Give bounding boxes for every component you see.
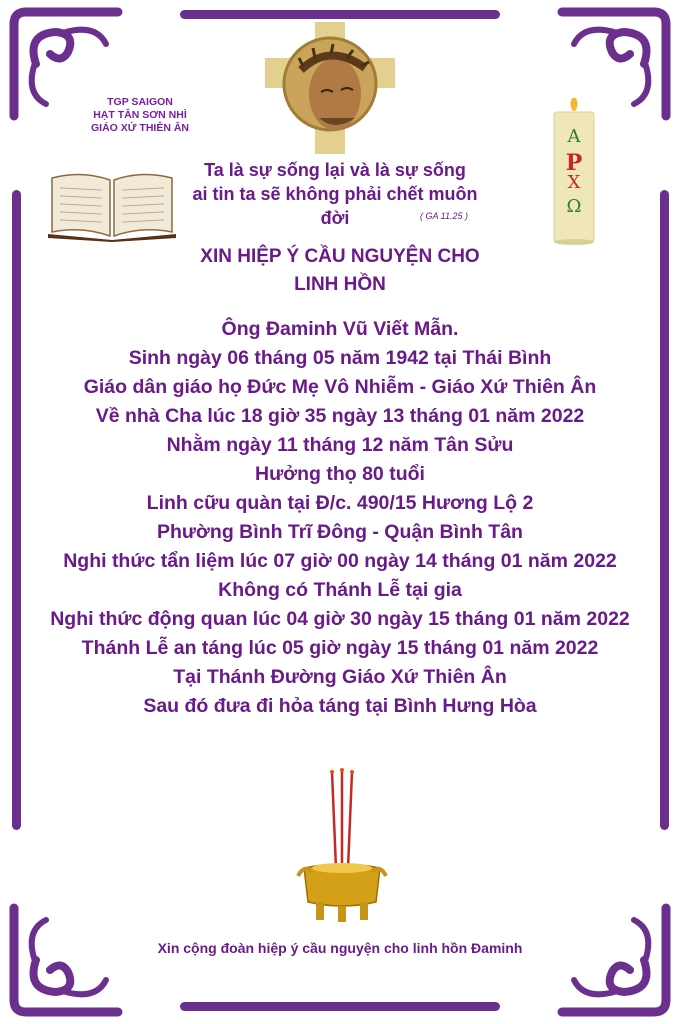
parish-line-2: HẠT TÂN SƠN NHÌ	[93, 109, 187, 121]
frame-top-bar	[180, 10, 500, 19]
parish-line-3: GIÁO XỨ THIÊN ÂN	[91, 122, 189, 134]
detail-line-death: Về nhà Cha lúc 18 giờ 35 ngày 13 tháng 01 năm 2022	[95, 405, 585, 427]
corner-ornament-bottom-left-icon	[6, 900, 126, 1020]
frame-right-bar	[660, 190, 669, 830]
detail-line-birth: Sinh ngày 06 tháng 05 năm 1942 tại Thái Bình	[128, 347, 552, 369]
jesus-crown-of-thorns-icon	[265, 22, 395, 154]
paschal-candle-icon	[552, 98, 596, 246]
parish-line-1: TGP SAIGON	[107, 96, 173, 108]
quote-line-2: ai tin ta sẽ không phải chết muôn đời	[192, 184, 478, 228]
detail-line-ward: Phường Bình Trĩ Đông - Quận Bình Tân	[157, 521, 523, 543]
detail-line-name: Ông Đaminh Vũ Viết Mẫn.	[221, 318, 459, 340]
community-prayer-request: Xin cộng đoàn hiệp ý cầu nguyện cho linh hồn Đaminh	[157, 940, 523, 956]
detail-line-church: Tại Thánh Đường Giáo Xứ Thiên Ân	[173, 666, 507, 688]
detail-line-cremation: Sau đó đưa đi hỏa táng tại Bình Hưng Hòa	[143, 695, 537, 717]
frame-bottom-bar	[180, 1002, 500, 1011]
candle-letter-chi: X	[567, 172, 581, 193]
quote-reference: ( GA 11.25 )	[420, 211, 469, 221]
detail-line-funeral-mass: Thánh Lễ an táng lúc 05 giờ ngày 15 tháng 01 năm 2022	[81, 637, 599, 659]
open-bible-icon	[44, 170, 180, 242]
quote-line-1: Ta là sự sống lại và là sự sống	[204, 160, 466, 180]
detail-line-no-home-mass: Không có Thánh Lễ tại gia	[218, 579, 462, 601]
detail-line-procession: Nghi thức động quan lúc 04 giờ 30 ngày 15 tháng 01 năm 2022	[50, 608, 630, 630]
obituary-details	[20, 315, 660, 721]
detail-line-address: Linh cữu quàn tại Đ/c. 490/15 Hương Lộ 2	[146, 492, 534, 514]
parish-header	[80, 96, 200, 135]
candle-letter-alpha: A	[567, 126, 581, 147]
incense-burner-icon	[296, 768, 388, 928]
detail-line-encoffining: Nghi thức tẩn liệm lúc 07 giờ 00 ngày 14 tháng 01 năm 2022	[63, 550, 617, 572]
detail-line-parish: Giáo dân giáo họ Đức Mẹ Vô Nhiễm - Giáo Xứ Thiên Ân	[83, 376, 597, 398]
candle-letter-omega: Ω	[566, 196, 582, 217]
candle-letter-rho: P	[565, 150, 583, 176]
prayer-title-line-1: XIN HIỆP Ý CẦU NGUYỆN CHO	[200, 246, 480, 267]
detail-line-age: Hưởng thọ 80 tuổi	[255, 463, 425, 485]
detail-line-lunar-date: Nhằm ngày 11 tháng 12 năm Tân Sửu	[166, 434, 514, 456]
corner-ornament-bottom-right-icon	[554, 900, 674, 1020]
prayer-title-line-2: LINH HỒN	[294, 274, 386, 295]
